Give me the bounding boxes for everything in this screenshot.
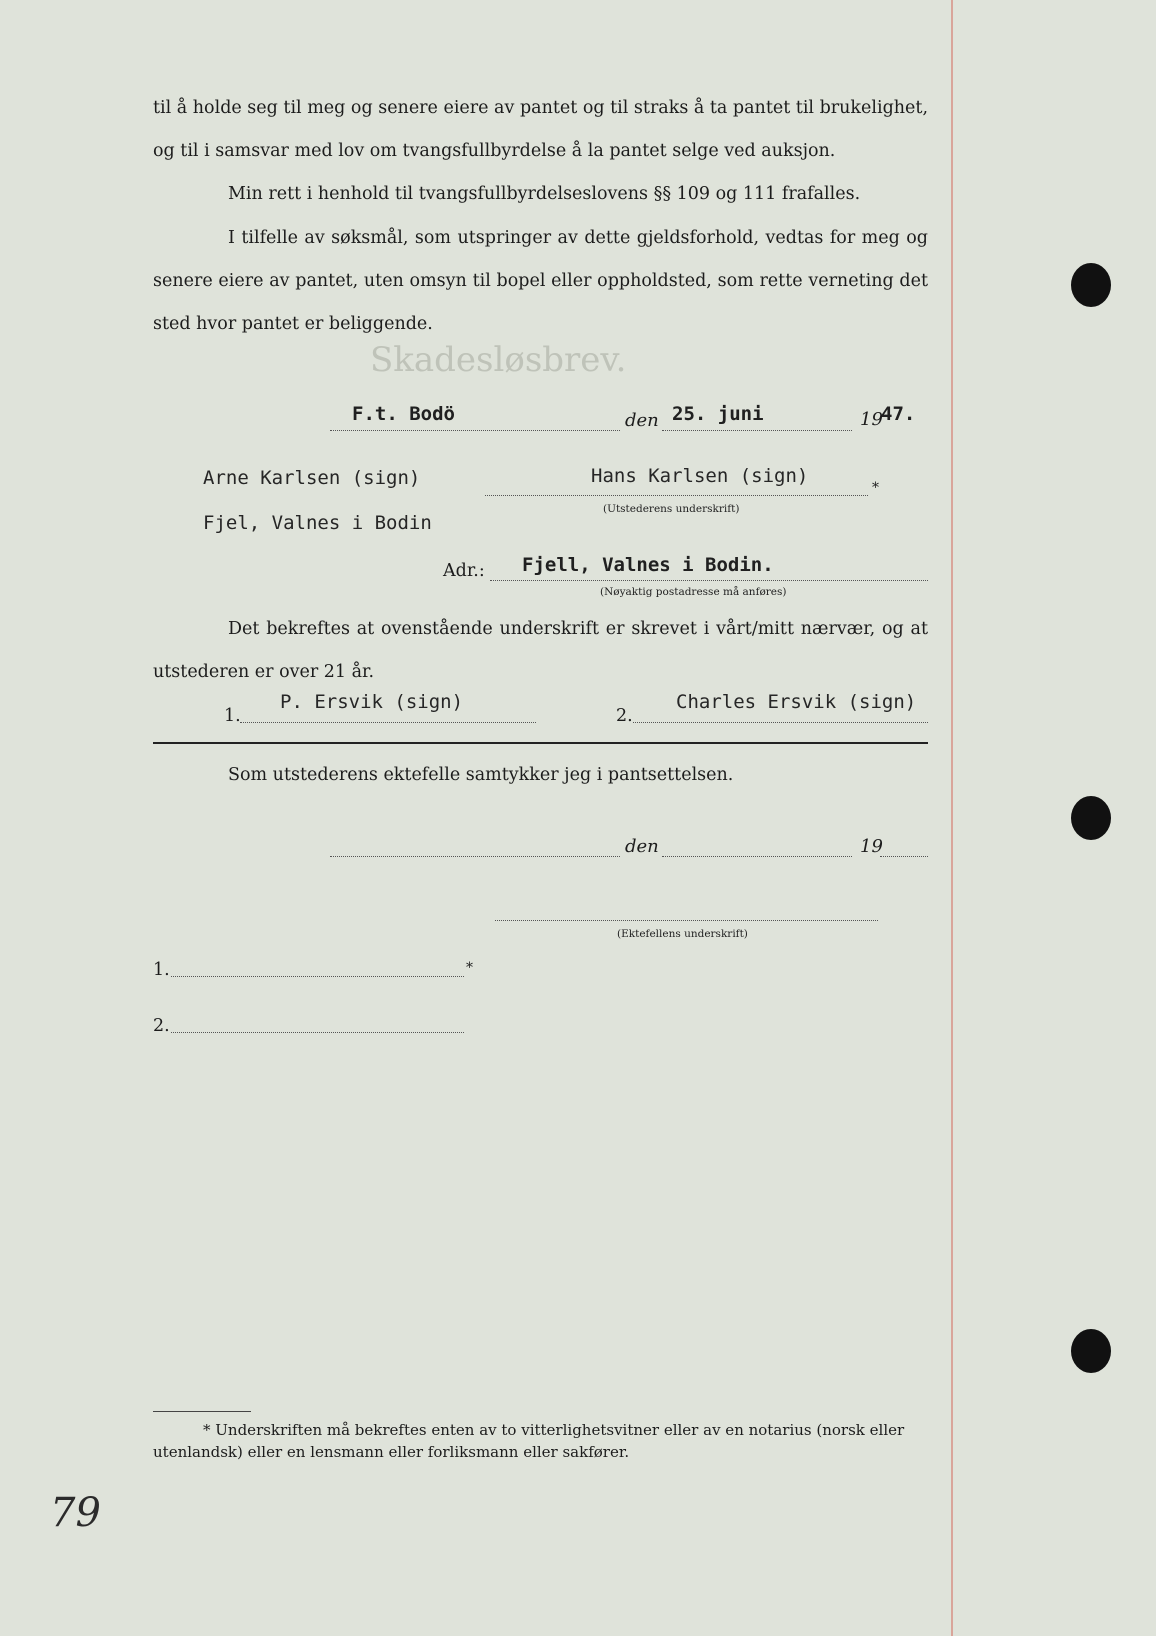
spouse-witness-1-line: [171, 976, 464, 977]
witness-2-signature: Charles Ersvik (sign): [676, 691, 917, 713]
date-line: [662, 430, 852, 431]
spouse-date-line: [662, 856, 852, 857]
punch-hole: [1071, 796, 1111, 840]
paragraph-pledge-terms: til å holde seg til meg og senere eiere av pantet og til straks å ta pantet til brukelighet, og til i samsvar med lov om tvangsfullbyrdelse å la pantet selge ved auksjon.: [153, 98, 929, 161]
witness-number-1: 1.: [224, 706, 241, 726]
date-label: den: [625, 410, 659, 431]
issuer-signature-line: [485, 495, 868, 496]
spouse-place-line: [330, 856, 620, 857]
footnote-marker: *: [872, 480, 879, 496]
year-suffix: 47.: [881, 403, 916, 425]
bleed-through-text: Skadesløsbrev.: [370, 340, 627, 380]
place-value: F.t. Bodö: [352, 403, 455, 425]
punch-hole: [1071, 263, 1111, 307]
footnote-asterisk: *: [203, 1421, 211, 1439]
issuer-signature-caption: (Utstederens underskrift): [603, 503, 740, 515]
section-divider: [153, 742, 928, 744]
paragraph-venue: I tilfelle av søksmål, som utspringer av dette gjeldsforhold, vedtas for meg og senere eiere av pantet, uten omsyn til bopel eller oppholdsted, som rette verneting det sted hvor pantet er beliggende.: [153, 228, 928, 334]
address-label: Adr.:: [443, 561, 485, 581]
witness-1-signature: P. Ersvik (sign): [280, 691, 464, 713]
paragraph-certification: Det bekreftes at ovenstående underskrift er skrevet i vårt/mitt nærvær, og at utstederen er over 21 år.: [153, 619, 928, 682]
spouse-witness-2-line: [171, 1032, 464, 1033]
place-line: [330, 430, 620, 431]
address-caption: (Nøyaktig postadresse må anføres): [600, 586, 787, 598]
footnote-text: Underskriften må bekreftes enten av to vitterlighetsvitner eller av en notarius (norsk eller utenlandsk) eller en lensmann eller forliksmann eller sakfører.: [153, 1421, 905, 1461]
margin-line: [951, 0, 953, 1636]
spouse-witness-number-2: 2.: [153, 1016, 170, 1036]
year-prefix: 19: [860, 409, 883, 430]
spouse-consent-text: Som utstederens ektefelle samtykker jeg i pantsettelsen.: [228, 765, 734, 785]
spouse-witness-number-1: 1.: [153, 960, 170, 980]
footnote-marker: *: [466, 960, 473, 976]
witness-2-line: [633, 722, 928, 723]
witness-1-line: [240, 722, 536, 723]
date-value: 25. juni: [672, 403, 764, 425]
witness-signature-name: Arne Karlsen (sign): [203, 467, 421, 489]
witness-address: Fjel, Valnes i Bodin: [203, 512, 432, 534]
issuer-signature: Hans Karlsen (sign): [591, 465, 809, 487]
footnote: [153, 1419, 928, 1463]
address-line: [490, 580, 928, 581]
spouse-signature-caption: (Ektefellens underskrift): [617, 928, 748, 940]
spouse-year-prefix: 19: [860, 836, 883, 857]
punch-hole: [1071, 1329, 1111, 1373]
spouse-year-line: [880, 856, 928, 857]
spouse-signature-line: [495, 920, 878, 921]
witness-number-2: 2.: [616, 706, 633, 726]
footnote-rule: [153, 1411, 251, 1412]
handwritten-page-number: 79: [50, 1490, 101, 1536]
paragraph-rights-waived: Min rett i henhold til tvangsfullbyrdelseslovens §§ 109 og 111 frafalles.: [228, 184, 861, 204]
spouse-date-label: den: [625, 836, 659, 857]
address-value: Fjell, Valnes i Bodin.: [522, 554, 774, 576]
